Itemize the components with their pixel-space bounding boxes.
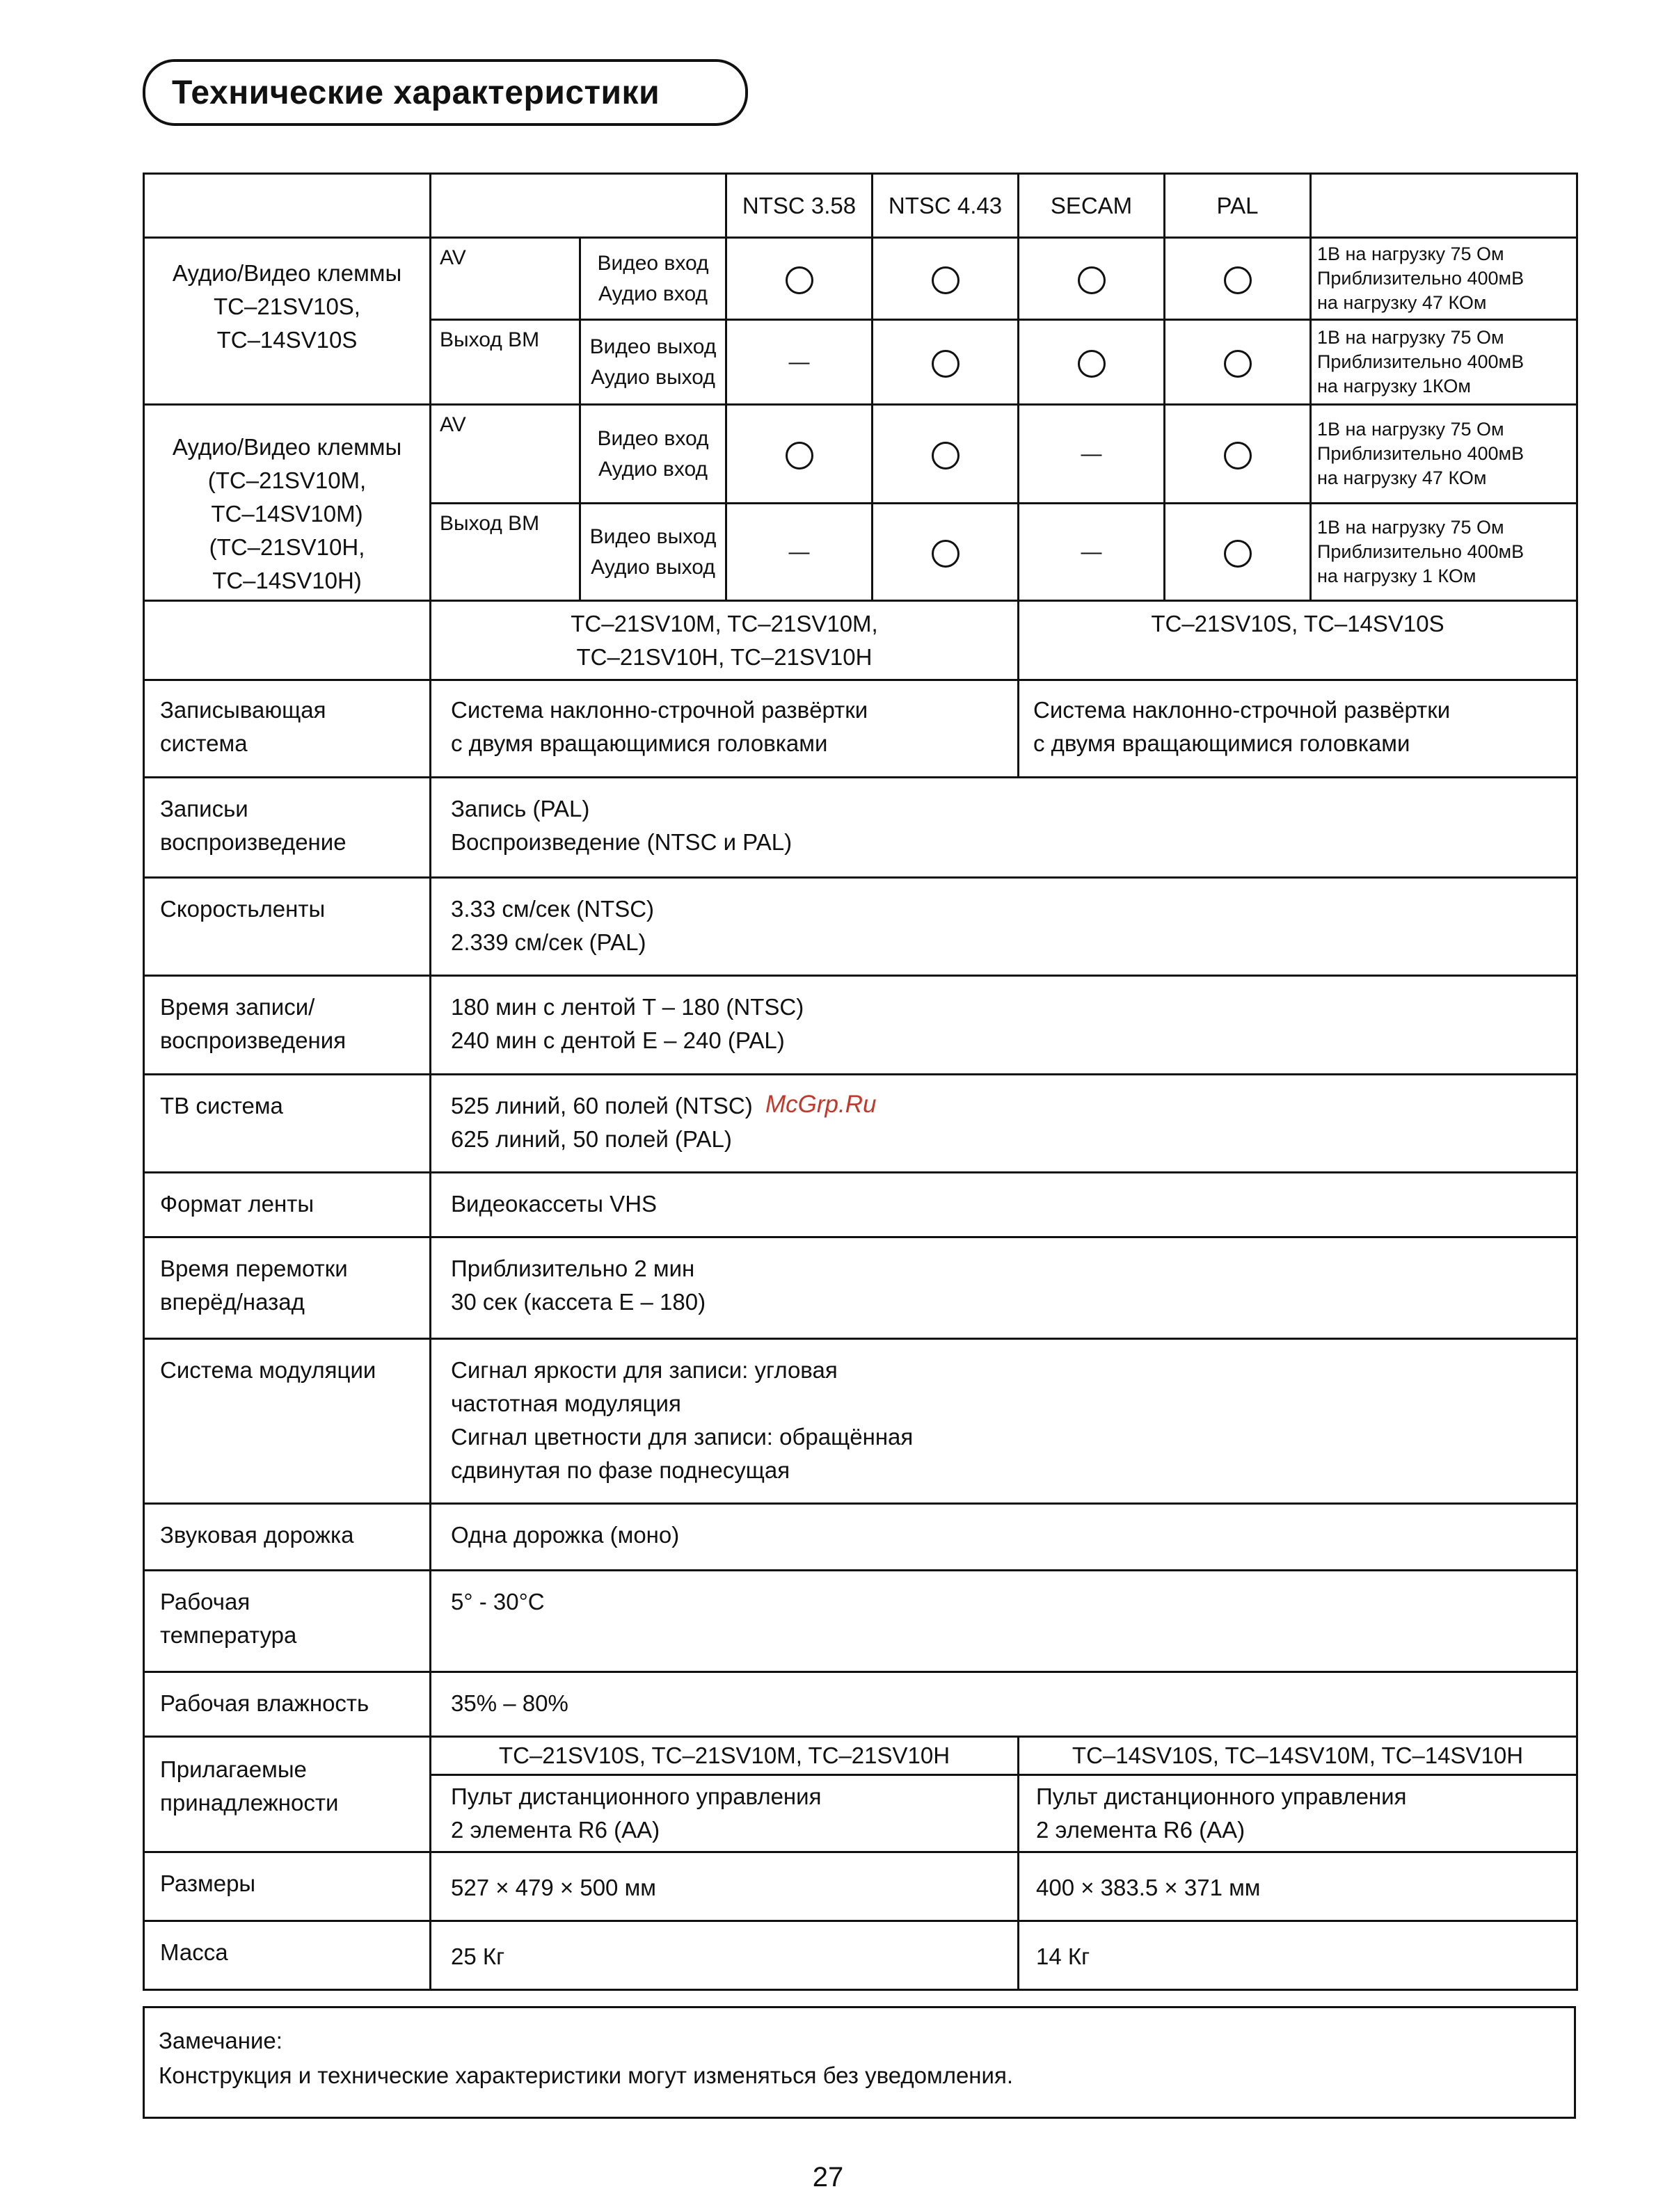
spec-row [144,1173,1577,1237]
circle-icon [932,540,960,568]
value-line: с двумя вращающимися головками [451,730,828,756]
rec-system-right [1019,680,1577,778]
circle-icon [1078,350,1106,378]
label-line: Аудио/Видео клеммы [172,260,402,286]
value-line: с двумя вращающимися головками [1033,730,1410,756]
models-line: TC–21SV10M, TC–21SV10M, [571,611,878,636]
label-line: Время записи/ [160,994,315,1020]
spec-row [144,1571,1577,1672]
value-line: 35% – 80% [451,1690,568,1716]
accessories-right-models: TC–14SV10S, TC–14SV10M, TC–14SV10H [1019,1737,1577,1775]
accessories-models-row [144,1737,1577,1775]
port-label: AV [431,405,580,504]
spec-row [144,1075,1577,1173]
spec-row [144,778,1577,878]
value-line: 3.33 см/сек (NTSC) [451,896,655,922]
page-number: 27 [812,2162,844,2193]
signal-header-row [144,174,1577,238]
spec-value [431,1571,1577,1672]
mass-left: 25 Кг [431,1921,1019,1990]
spec-note [1311,504,1577,601]
signal-labels [580,238,726,320]
compat-cell-dash: — [726,504,873,601]
mass-right: 14 Кг [1019,1921,1577,1990]
spec-line: Приблизительно 400мВ [1317,541,1524,562]
spec-label [144,1339,431,1504]
signal-labels [580,504,726,601]
label-line: воспроизведения [160,1027,347,1053]
dimensions-right: 400 × 383.5 × 371 мм [1019,1852,1577,1921]
spec-label [144,1173,431,1237]
accessories-left-models: TC–21SV10S, TC–21SV10M, TC–21SV10H [431,1737,1019,1775]
circle-icon [1224,266,1252,294]
accessories-label [144,1737,431,1852]
signal-line: Аудио вход [598,282,708,305]
spec-line: на нагрузку 1 КОм [1317,566,1476,586]
compat-cell [873,320,1019,405]
header-empty-cell [144,174,431,238]
label-line: Записывающая [160,697,326,723]
spec-line: Приблизительно 400мВ [1317,443,1524,464]
rec-system-label [144,680,431,778]
value-line: Пульт дистанционного управления [451,1784,822,1809]
circle-icon [1224,442,1252,470]
value-line: 240 мин с дентой E – 240 (PAL) [451,1027,785,1053]
spec-line: на нагрузку 47 КОм [1317,467,1487,488]
spec-line: на нагрузку 1КОм [1317,376,1471,396]
label-line: (TC–21SV10H, [209,534,365,560]
label-line: вперёд/назад [160,1289,305,1315]
label-line: TC–14SV10H) [212,568,362,593]
signal-labels [580,405,726,504]
models-line: TC–21SV10H, TC–21SV10H [576,644,873,670]
spec-line: 1В на нагрузку 75 Ом [1317,327,1504,348]
value-line: Система наклонно-строчной развёртки [451,697,868,723]
value-line: Воспроизведение (NTSC и PAL) [451,829,793,855]
compat-cell [1019,320,1165,405]
spec-row [144,1672,1577,1737]
label-line: TC–14SV10S [216,327,358,353]
signal-line: Видео выход [589,524,717,548]
header-empty-cell [431,174,726,238]
label-line: Время перемотки [160,1256,348,1281]
value-line: 5° - 30°C [451,1589,545,1614]
label-line: Рабочая влажность [160,1690,369,1716]
port-label: Выход ВМ [431,320,580,405]
av-group-label [144,405,431,601]
circle-icon [932,350,960,378]
models-header-right: TC–21SV10S, TC–14SV10S [1019,601,1577,680]
circle-icon [1224,350,1252,378]
value-line: 625 линий, 50 полей (PAL) [451,1126,732,1152]
accessories-right [1019,1775,1577,1852]
spec-value [431,1075,1577,1173]
rec-system-left [431,680,1019,778]
watermark: McGrp.Ru [765,1091,877,1118]
spec-table [143,173,1578,1991]
value-line: 2 элемента R6 (AA) [451,1817,660,1843]
spec-line: 1В на нагрузку 75 Ом [1317,243,1504,264]
label-line: Скоростьленты [160,896,326,922]
spec-row [144,1237,1577,1339]
compat-cell [873,238,1019,320]
value-line: 2 элемента R6 (AA) [1036,1817,1245,1843]
value-line: Одна дорожка (моно) [451,1522,680,1548]
models-header-left [431,601,1019,680]
dimensions-row [144,1852,1577,1921]
header-empty-cell [1311,174,1577,238]
circle-icon [1224,540,1252,568]
spec-label [144,878,431,976]
av-row [144,405,1577,504]
signal-labels [580,320,726,405]
spec-line: 1В на нагрузку 75 Ом [1317,419,1504,440]
compat-cell [1165,504,1311,601]
spec-value [431,1339,1577,1504]
spec-label [144,1237,431,1339]
circle-icon [786,442,813,470]
spec-line: Приблизительно 400мВ [1317,351,1524,372]
value-line: Система наклонно-строчной развёртки [1033,697,1451,723]
label-line: Прилагаемые [160,1756,307,1782]
spec-note [1311,238,1577,320]
spec-table-wrapper [143,173,1576,1991]
compat-cell [1165,238,1311,320]
label-line: TC–21SV10S, [214,294,360,319]
label-line: воспроизведение [160,829,347,855]
label-line: система [160,730,248,756]
header-pal: PAL [1165,174,1311,238]
value-line: Видеокассеты VHS [451,1191,658,1217]
spec-line: на нагрузку 47 КОм [1317,292,1487,313]
models-header-empty [144,601,431,680]
value-line: Пульт дистанционного управления [1036,1784,1407,1809]
note-title: Замечание: [159,2028,282,2053]
signal-line: Аудио выход [591,555,715,579]
accessories-left [431,1775,1019,1852]
value-line: Сигнал яркости для записи: угловая [451,1357,838,1383]
av-group-label [144,238,431,405]
header-ntsc443: NTSC 4.43 [873,174,1019,238]
value-line: Запись (PAL) [451,796,590,822]
value-line: 2.339 см/сек (PAL) [451,929,646,955]
spec-note [1311,320,1577,405]
label-line: Звуковая дорожка [160,1522,354,1548]
compat-cell-dash: — [1019,504,1165,601]
spec-value [431,878,1577,976]
spec-label [144,1504,431,1571]
compat-cell [726,238,873,320]
label-line: Рабочая [160,1589,250,1614]
spec-note [1311,405,1577,504]
compat-cell [873,504,1019,601]
signal-line: Видео вход [597,426,709,450]
signal-line: Аудио вход [598,457,708,481]
compat-cell [1019,238,1165,320]
signal-line: Видео выход [589,335,717,358]
compat-cell-dash: — [726,320,873,405]
compat-cell [873,405,1019,504]
port-label: Выход ВМ [431,504,580,601]
spec-value [431,778,1577,878]
mass-label: Масса [144,1921,431,1990]
models-header-row [144,601,1577,680]
value-line: 180 мин с лентой T – 180 (NTSC) [451,994,804,1020]
label-line: Аудио/Видео клеммы [172,434,402,460]
spec-row [144,878,1577,976]
signal-line: Аудио выход [591,365,715,389]
label-line: ТВ система [160,1093,283,1119]
header-secam: SECAM [1019,174,1165,238]
spec-line: 1В на нагрузку 75 Ом [1317,517,1504,538]
spec-label [144,1075,431,1173]
spec-row [144,976,1577,1075]
spec-label [144,1672,431,1737]
value-line: Приблизительно 2 мин [451,1256,695,1281]
value-line: Сигнал цветности для записи: обращённая [451,1424,914,1450]
circle-icon [786,266,813,294]
note-box [143,2006,1576,2119]
page-title: Технические характеристики [143,59,748,126]
compat-cell [726,405,873,504]
label-line: (TC–21SV10M, [207,467,367,493]
spec-label [144,976,431,1075]
dimensions-label: Размеры [144,1852,431,1921]
spec-rows [144,778,1577,1737]
value-line: 30 сек (кассета E – 180) [451,1289,706,1315]
circle-icon [1078,266,1106,294]
value-line: частотная модуляция [451,1390,681,1416]
label-line: TC–14SV10M) [211,501,363,527]
value-line: сдвинутая по фазе поднесущая [451,1457,790,1483]
spec-value [431,1173,1577,1237]
signal-line: Видео вход [597,251,709,275]
value-line: 525 линий, 60 полей (NTSC) [451,1093,753,1119]
dimensions-left: 527 × 479 × 500 мм [431,1852,1019,1921]
spec-row [144,1504,1577,1571]
mass-row [144,1921,1577,1990]
label-line: температура [160,1622,297,1648]
spec-value [431,1504,1577,1571]
compat-cell [1165,320,1311,405]
compat-cell [1165,405,1311,504]
label-line: Формат ленты [160,1191,315,1217]
spec-row [144,1339,1577,1504]
label-line: Система модуляции [160,1357,376,1383]
spec-value [431,976,1577,1075]
spec-value [431,1672,1577,1737]
circle-icon [932,266,960,294]
av-row [144,238,1577,320]
port-label: AV [431,238,580,320]
spec-label [144,1571,431,1672]
compat-cell-dash: — [1019,405,1165,504]
circle-icon [932,442,960,470]
note-text: Конструкция и технические характеристики могут изменяться без уведомления. [159,2062,1013,2088]
spec-label [144,778,431,878]
label-line: принадлежности [160,1790,339,1816]
spec-line: Приблизительно 400мВ [1317,268,1524,289]
spec-value [431,1237,1577,1339]
label-line: Записьи [160,796,248,822]
rec-system-row [144,680,1577,778]
header-ntsc358: NTSC 3.58 [726,174,873,238]
